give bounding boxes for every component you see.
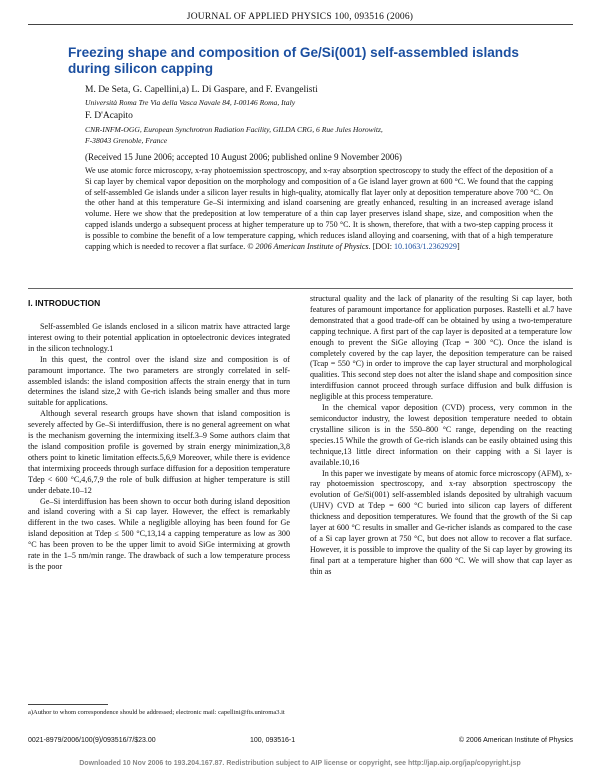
abstract-rule xyxy=(28,288,573,289)
left-paragraph-3: Although several research groups have shown that island composition is severely affected by Ge–Si interdiffusion, there is no general agreement on what is the mechanism governing the intermixing itself.3–9 Some authors claim that the island composition profile is governed by strain energy minimization,3,8 others point to kinetic limitation effects.5,6,9 Moreover, while there is evidence that intermixing proceeds through surface diffusion for a deposition temperature Tdep < 600 °C,4,6,7,9 the role of bulk diffusion at higher temperature is still under debate.10–12 xyxy=(28,409,290,495)
right-paragraph-2: In the chemical vapor deposition (CVD) process, very common in the semiconductor industry, the lowest deposition temperature needed to obtain crystalline silicon is in the 550–800 °C range, depending on the reacting species.15 While the growth of Ge-rich islands can be easily obtained using this technique,13 little direct information on their capping with a Si layer is available.10,16 xyxy=(310,403,572,467)
author-list-1: M. De Seta, G. Capellini,a) L. Di Gaspare, and F. Evangelisti xyxy=(85,85,318,95)
affiliation-2-line-2: F-38043 Grenoble, France xyxy=(85,135,168,145)
footnote: a)Author to whom correspondence should be addressed; electronic mail: capellini@fis.uniroma3.it xyxy=(28,709,285,716)
doi-suffix: ] xyxy=(456,241,460,251)
abstract-text: We use atomic force microscopy, x-ray photoemission spectroscopy, and x-ray absorption spectroscopy to study the effect of the deposition of a Si cap layer by chemical vapor deposition on the morphology and composition of a Ge island layer grown at 600 °C. We found that the capping of self-assembled Ge islands under a silicon layer results in high-quality, atomically flat layer only at deposition temperature above 700 °C. On the other hand at this temperature Ge–Si intermixing and island coarsening are greatly enhanced, resulting in an increased average island volume. Here we show that the predeposition at low temperature of a thin cap layer preserves island shape, size, and composition when the capped islands undergo a subsequent process at higher temperature up to 750 °C. It is shown, therefore, that with a two-step capping process it is possible to combine the benefit of a low temperature capping, which reduces island alloying and coarsening, with that of a high temperature capping which is needed to recover a flat surface. xyxy=(85,166,553,251)
doi-link[interactable]: 10.1063/1.2362929 xyxy=(394,241,457,251)
right-paragraph-1: structural quality and the lack of planarity of the resulting Si cap layer, both features of paramount importance for application purposes. Rastelli et al.7 have demonstrated that a good trade-off can be obtained by using a two-temperature capping technique. A first part of the cap layer is deposited at a temperature low enough to prevent the SiGe alloying (Tcap = 300 °C). Once the island is completely covered by the cap layer, the deposition temperature can be raised (Tcap = 550 °C) in order to improve the cap layer structural and morphological qualities. This second step does not alter the island shape and composition since interdiffusion cannot proceed through surface diffusion and bulk diffusion is negligible at this process temperature. xyxy=(310,294,572,402)
right-paragraph-3: In this paper we investigate by means of atomic force microscopy (AFM), x-ray photoemission spectroscopy, and x-ray absorption spectroscopy the evolution of Ge/Si(001) self-assembled islands deposited by ultrahigh vacuum (UHV) CVD at Tdep = 600 °C buried into silicon cap layers of different thickness and deposition temperatures. We found that the growth of the Si cap layer at 600 °C results in smaller and Ge-richer islands as compared to the case of a Si cap layer grown at 750 °C, but does not allow to recover a flat surface. However, it is possible to improve the quality of the Si cap layer by growing its final part at a temperature higher than 600 °C. We will show that cap layer as thin as xyxy=(310,468,572,576)
affiliation-2 xyxy=(85,125,383,146)
footer-copyright: © 2006 American Institute of Physics xyxy=(458,737,573,744)
issn-code: 0021-8979/2006/100(9)/093516/7/$23.00 xyxy=(28,737,156,744)
right-column xyxy=(310,294,572,578)
abstract-copyright: © 2006 American Institute of Physics. xyxy=(247,241,371,251)
header-rule xyxy=(28,24,573,25)
affiliation-2-line-1: CNR-INFM-OGG, European Synchrotron Radiation Facility, GILDA CRG, 6 Rue Jules Horowitz, xyxy=(85,125,383,134)
left-column xyxy=(28,322,290,573)
download-notice: Downloaded 10 Nov 2006 to 193.204.167.87. Redistribution subject to AIP license or copyright, see http://jap.aip.org/jap/copyright.jsp xyxy=(79,760,521,767)
article-title: Freezing shape and composition of Ge/Si(001) self-assembled islands during silicon capping xyxy=(68,45,519,76)
doi-prefix: [DOI: xyxy=(372,241,394,251)
abstract xyxy=(85,166,553,252)
footnote-rule xyxy=(28,704,108,705)
left-paragraph-1: Self-assembled Ge islands enclosed in a silicon matrix have attracted large interest owing to their potential application in optoelectronic devices integrated in the silicon technology.1 xyxy=(28,322,290,353)
journal-header: JOURNAL OF APPLIED PHYSICS 100, 093516 (2006) xyxy=(186,12,414,22)
left-paragraph-2: In this quest, the control over the island size and composition is of paramount importance. The two parameters are strongly correlated in self-assembled islands: the island composition affects the strain energy that in turn determines the island size,2 with Ge-rich islands being smaller and thus more suitable for applications. xyxy=(28,354,290,408)
page-number: 100, 093516-1 xyxy=(250,737,296,744)
received-dates: (Received 15 June 2006; accepted 10 August 2006; published online 9 November 2006) xyxy=(85,152,402,162)
section-heading: I. INTRODUCTION xyxy=(28,298,101,308)
affiliation-1: Università Roma Tre Via della Vasca Navale 84, I-00146 Roma, Italy xyxy=(85,98,296,107)
left-paragraph-4: Ge–Si interdiffusion has been shown to occur both during island deposition and island covering with a Si cap layer. However, the effect is remarkably different in the two cases. While a negligible alloying has been found for Ge island deposition at Tdep ≤ 500 °C,13,14 a capping temperature as low as 300 °C has been proven to be the upper limit to avoid SiGe intermixing at growth rate in the 1–5 nm/min range. The drawback of such a low temperature process is the poor xyxy=(28,496,290,571)
author-list-2: F. D'Acapito xyxy=(85,111,133,121)
